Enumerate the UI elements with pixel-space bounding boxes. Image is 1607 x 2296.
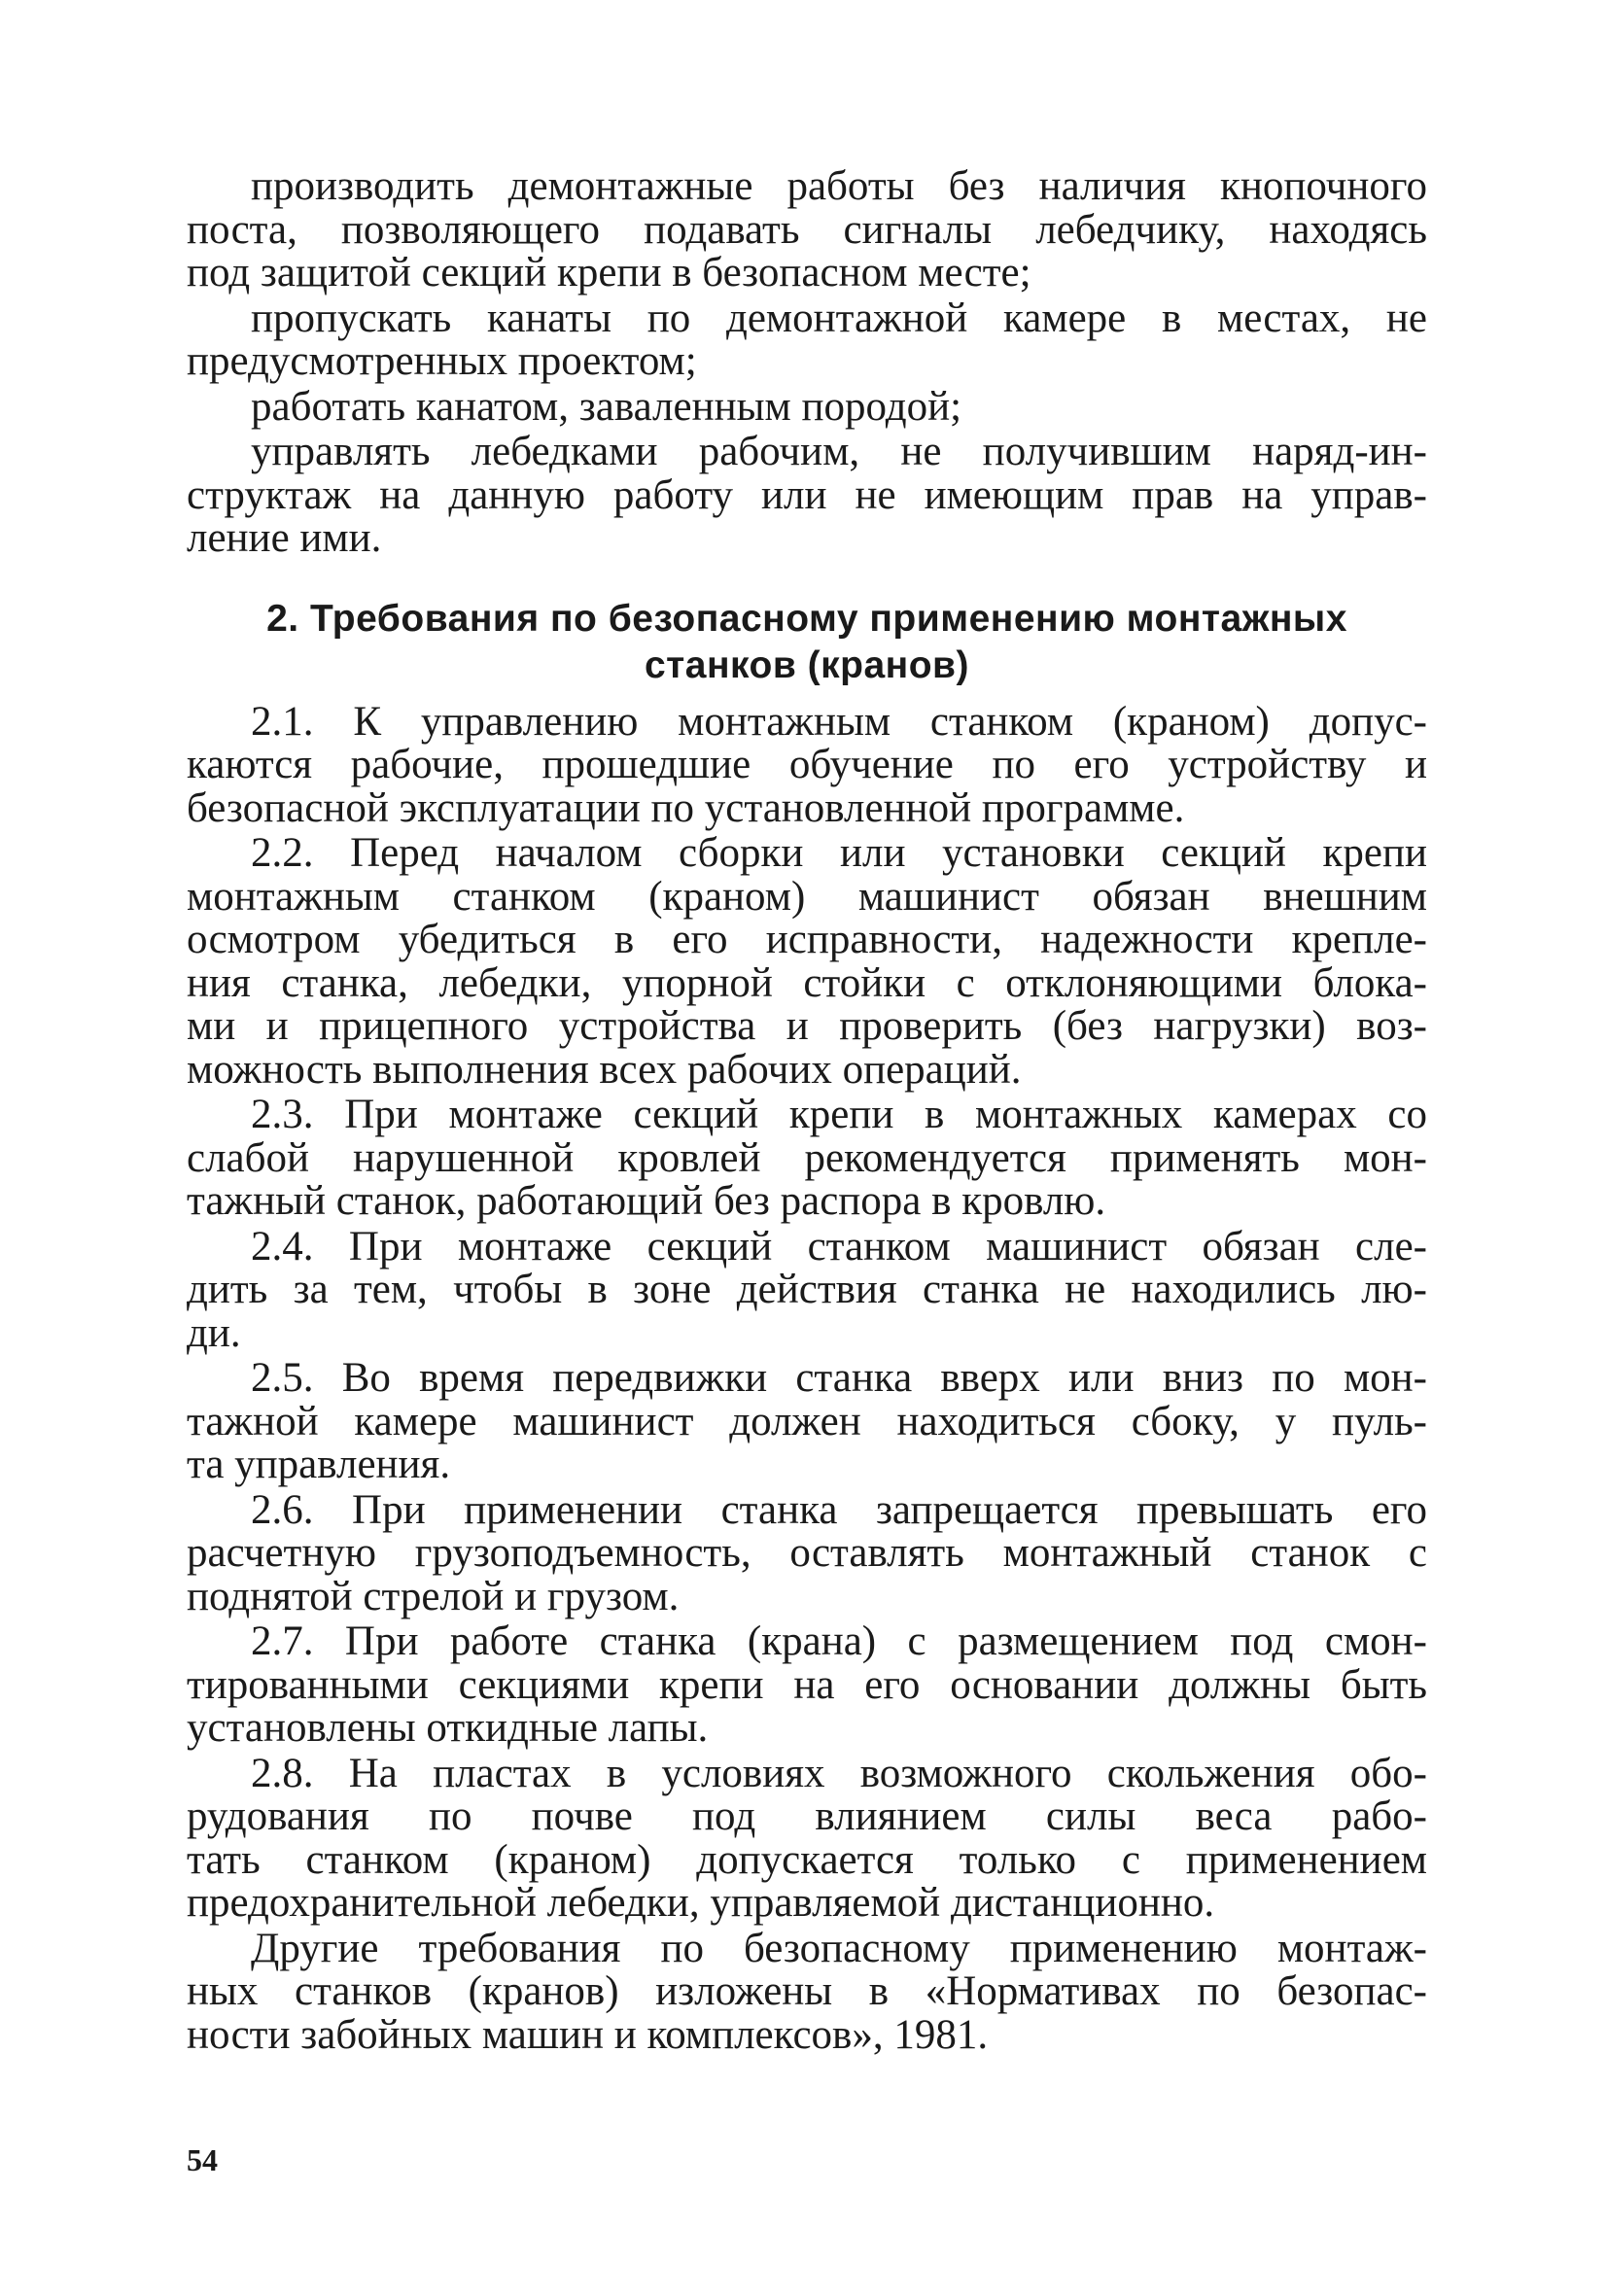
text-line: монтажным станком (краном) машинист обязан внешним <box>187 873 1427 920</box>
section-paragraph <box>187 1750 1427 1926</box>
text-line: осмотром убедиться в его исправности, надежности крепле- <box>187 917 1427 962</box>
section-heading-line-1: 2. Требования по безопасному применению монтажных <box>266 597 1347 640</box>
section-paragraph <box>187 832 1427 1092</box>
text-line: расчетную грузоподъемность, оставлять монтажный станок с <box>187 1530 1427 1576</box>
intro-list-item <box>187 165 1427 296</box>
text-line: Другие требования по безопасному применению монтаж- <box>251 1925 1427 1971</box>
text-line: 2.6. При применении станка запрещается превышать его <box>251 1486 1427 1533</box>
text-line: ми и прицепного устройства и проверить (без нагрузки) воз- <box>187 1003 1427 1049</box>
text-line: 2.4. При монтаже секций станком машинист обязан сле- <box>251 1223 1427 1270</box>
text-line: предохранительной лебедки, управляемой дистанционно. <box>187 1880 1215 1926</box>
section-heading-line-2: станков (кранов) <box>644 644 970 686</box>
intro-list-item <box>187 383 1427 430</box>
page-number: 54 <box>187 2142 218 2177</box>
text-line: пропускать канаты по демонтажной камере в местах, не <box>251 295 1427 341</box>
text-line: ди. <box>187 1309 241 1356</box>
section-paragraph <box>187 1620 1427 1751</box>
section-paragraph <box>187 1094 1427 1224</box>
text-line: под защитой секций крепи в безопасном месте; <box>187 250 1031 296</box>
text-line: установлены откидные лапы. <box>187 1705 709 1751</box>
text-line: слабой нарушенной кровлей рекомендуется применять мон- <box>187 1134 1427 1181</box>
text-line: управлять лебедками рабочим, не получившим наряд-ин- <box>251 429 1427 474</box>
text-line: тированными секциями крепи на его основании должны быть <box>187 1661 1427 1708</box>
text-line: дить за тем, чтобы в зоне действия станка не находились лю- <box>187 1267 1427 1312</box>
section-paragraphs <box>187 698 1427 2060</box>
section-paragraph <box>187 1357 1427 1487</box>
text-line: тажной камере машинист должен находиться сбоку, у пуль- <box>187 1398 1427 1444</box>
text-line: ности забойных машин и комплексов», 1981. <box>187 2011 989 2058</box>
text-line: ных станков (кранов) изложены в «Нормативах по безопас- <box>187 1968 1427 2014</box>
intro-list-item <box>187 297 1427 384</box>
intro-list-item <box>187 431 1427 561</box>
text-line: поста, позволяющего подавать сигналы лебедчику, находясь <box>187 206 1427 253</box>
text-line: рудования по почве под влиянием силы веса рабо- <box>187 1793 1427 1839</box>
section-heading <box>187 596 1427 689</box>
text-line: структаж на данную работу или не имеющим прав на управ- <box>187 471 1427 518</box>
text-line: 2.3. При монтаже секций крепи в монтажных камерах со <box>251 1092 1427 1137</box>
text-line: можность выполнения всех рабочих операций. <box>187 1046 1022 1093</box>
section-paragraph <box>187 698 1427 831</box>
document-page <box>187 165 1427 2059</box>
text-line: 2.8. На пластах в условиях возможного скольжения обо- <box>251 1750 1427 1796</box>
text-line: тать станком (краном) допускается только с применением <box>187 1836 1427 1883</box>
section-paragraph <box>187 1925 1427 2058</box>
text-line: производить демонтажные работы без наличия кнопочного <box>251 163 1427 209</box>
intro-list <box>187 165 1427 563</box>
text-line: 2.5. Во время передвижки станка вверх или вниз по мон- <box>251 1355 1427 1401</box>
text-line: 2.2. Перед началом сборки или установки секций крепи <box>251 830 1427 876</box>
text-line: работать канатом, заваленным породой; <box>251 383 962 430</box>
text-line: та управления. <box>187 1442 451 1487</box>
text-line: ление ими. <box>187 515 382 561</box>
text-line: тажный станок, работающий без распора в кровлю. <box>187 1178 1106 1224</box>
text-line: безопасной эксплуатации по установленной программе. <box>187 784 1185 831</box>
text-line: каются рабочие, прошедшие обучение по его устройству и <box>187 742 1427 787</box>
text-line: ния станка, лебедки, упорной стойки с отклоняющими блока- <box>187 959 1427 1006</box>
text-line: предусмотренных проектом; <box>187 338 697 384</box>
text-line: 2.7. При работе станка (крана) с размещением под смон- <box>251 1618 1427 1664</box>
text-line: поднятой стрелой и грузом. <box>187 1573 680 1619</box>
section-paragraph <box>187 1486 1427 1619</box>
section-paragraph <box>187 1223 1427 1356</box>
text-line: 2.1. К управлению монтажным станком (краном) допус- <box>251 698 1427 745</box>
